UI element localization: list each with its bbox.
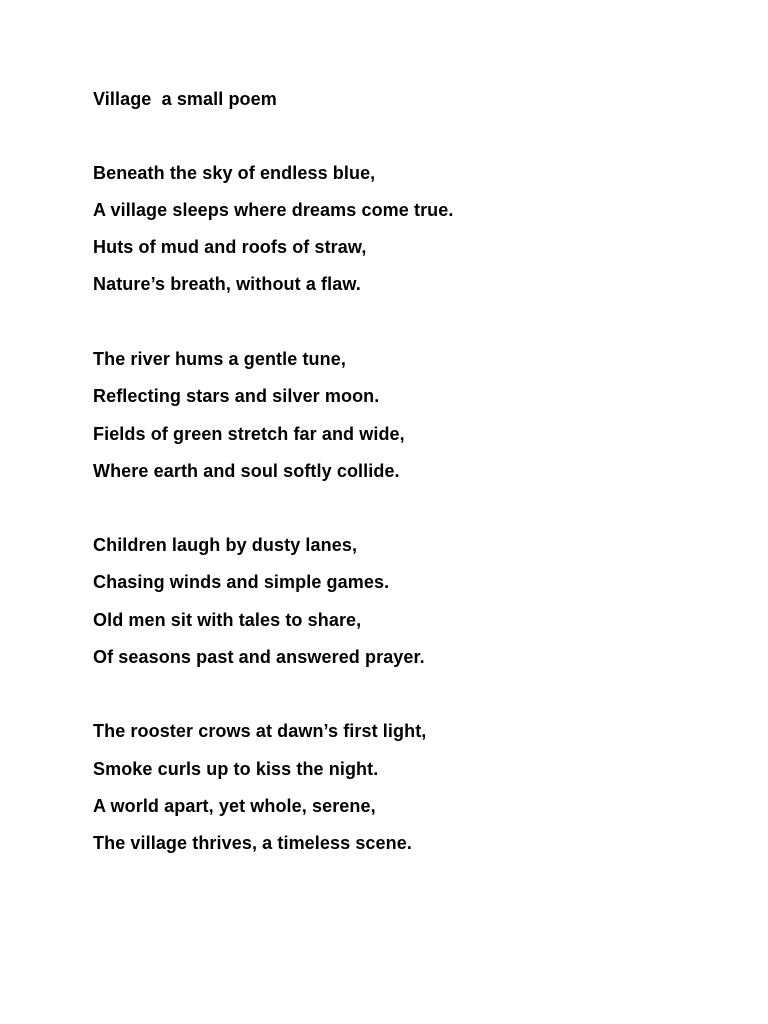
- poem-line: A world apart, yet whole, serene,: [93, 796, 376, 816]
- poem-line: Fields of green stretch far and wide,: [93, 424, 405, 444]
- poem-line: Chasing winds and simple games.: [93, 572, 390, 592]
- poem-line: Reflecting stars and silver moon.: [93, 386, 380, 406]
- poem-line: A village sleeps where dreams come true.: [93, 200, 454, 220]
- poem-line: Huts of mud and roofs of straw,: [93, 237, 367, 257]
- poem-line: The village thrives, a timeless scene.: [93, 833, 412, 853]
- poem-line: Children laugh by dusty lanes,: [93, 535, 358, 555]
- poem-line: The rooster crows at dawn’s first light,: [93, 721, 427, 741]
- poem-line: The river hums a gentle tune,: [93, 349, 346, 369]
- poem-line: Of seasons past and answered prayer.: [93, 647, 425, 667]
- poem-title: Village a small poem: [93, 89, 277, 109]
- poem-line: Nature’s breath, without a flaw.: [93, 274, 361, 294]
- poem-line: Beneath the sky of endless blue,: [93, 163, 376, 183]
- poem-line: Where earth and soul softly collide.: [93, 461, 400, 481]
- poem-line: Smoke curls up to kiss the night.: [93, 759, 379, 779]
- poem-line: Old men sit with tales to share,: [93, 610, 362, 630]
